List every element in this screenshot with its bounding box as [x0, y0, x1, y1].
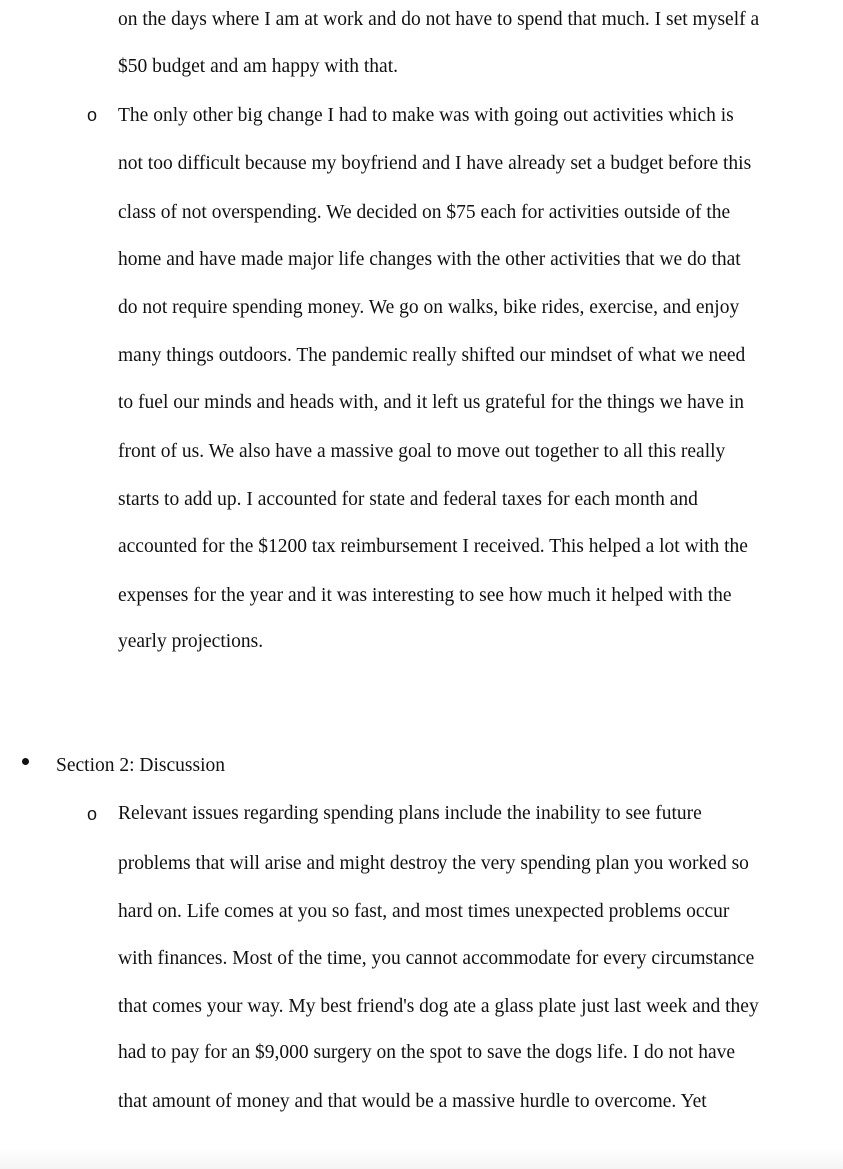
paragraph-line: expenses for the year and it was interesting to see how much it helped with the — [118, 585, 732, 606]
paragraph-line: that amount of money and that would be a massive hurdle to overcome. Yet — [118, 1091, 707, 1112]
bullet-dot-icon — [22, 758, 29, 765]
paragraph-line: $50 budget and am happy with that. — [118, 56, 398, 77]
page-bottom-edge — [0, 1148, 843, 1169]
paragraph-line: on the days where I am at work and do not have to spend that much. I set myself a — [118, 9, 760, 30]
paragraph-line: front of us. We also have a massive goal to move out together to all this really — [118, 441, 726, 462]
paragraph-line: not too difficult because my boyfriend and I have already set a budget before this — [118, 153, 752, 174]
paragraph-line: home and have made major life changes with the other activities that we do that — [118, 249, 741, 270]
sub-bullet-marker: o — [87, 105, 98, 125]
paragraph-line: class of not overspending. We decided on $75 each for activities outside of the — [118, 202, 731, 223]
paragraph-line: problems that will arise and might destroy the very spending plan you worked so — [118, 853, 749, 874]
paragraph-line: that comes your way. My best friend's dog ate a glass plate just last week and they — [118, 996, 759, 1017]
paragraph-line: starts to add up. I accounted for state and federal taxes for each month and — [118, 489, 698, 510]
paragraph-line: accounted for the $1200 tax reimbursement I received. This helped a lot with the — [118, 536, 748, 557]
paragraph-line: do not require spending money. We go on walks, bike rides, exercise, and enjoy — [118, 297, 740, 318]
paragraph-line: to fuel our minds and heads with, and it left us grateful for the things we have in — [118, 392, 745, 413]
paragraph-line: Relevant issues regarding spending plans include the inability to see future — [118, 803, 702, 824]
paragraph-line: hard on. Life comes at you so fast, and most times unexpected problems occur — [118, 901, 730, 922]
paragraph-line: many things outdoors. The pandemic really shifted our mindset of what we need — [118, 345, 746, 366]
paragraph-line: yearly projections. — [118, 631, 264, 652]
sub-bullet-marker: o — [87, 804, 98, 824]
paragraph-line: The only other big change I had to make was with going out activities which is — [118, 105, 734, 126]
section-heading: Section 2: Discussion — [56, 755, 225, 776]
paragraph-line: had to pay for an $9,000 surgery on the spot to save the dogs life. I do not have — [118, 1042, 736, 1063]
paragraph-line: with finances. Most of the time, you cannot accommodate for every circumstance — [118, 948, 755, 969]
